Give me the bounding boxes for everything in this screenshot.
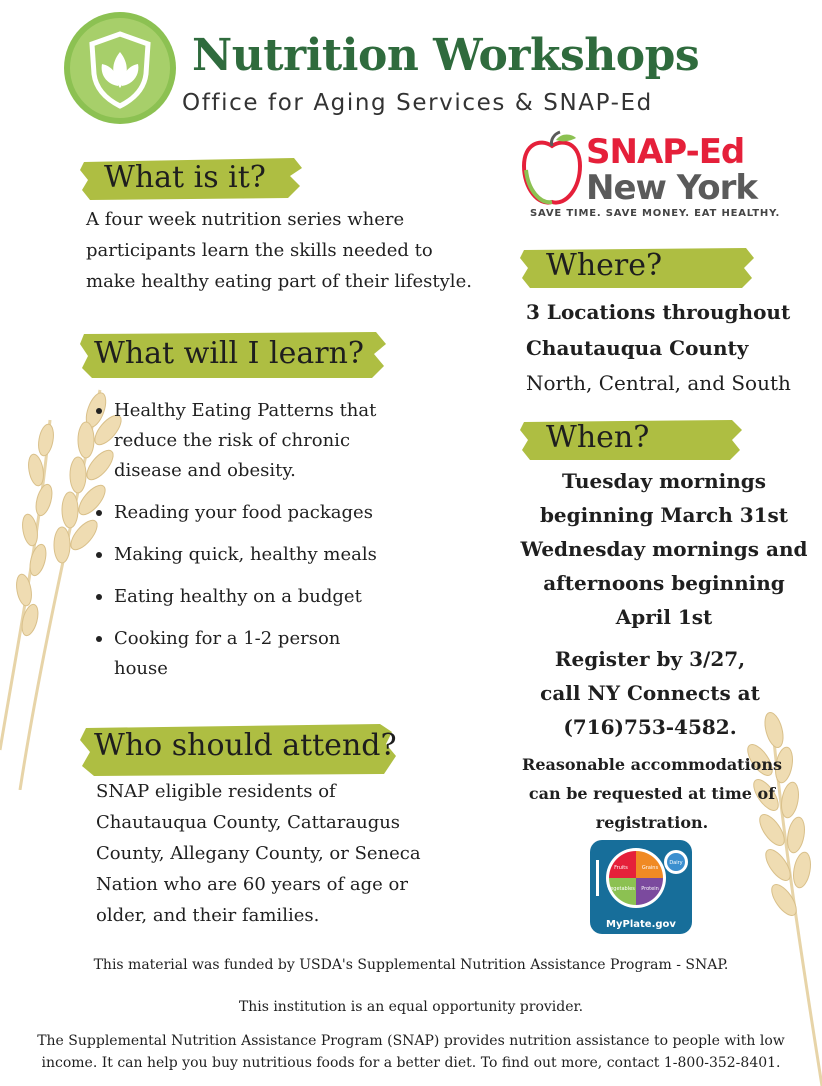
heading-who-should-attend: Who should attend? [80, 722, 396, 778]
list-item: Eating healthy on a budget [96, 582, 396, 612]
page-subtitle: Office for Aging Services & SNAP-Ed [182, 90, 653, 116]
page-title: Nutrition Workshops [192, 30, 700, 81]
myplate-logo [590, 840, 692, 934]
list-item: Healthy Eating Patterns that reduce the risk of chronic disease and obesity. [96, 396, 396, 486]
register-info: Register by 3/27, call NY Connects at (716)753-4582. [540, 647, 760, 739]
myplate-protein-label: Protein [641, 886, 659, 892]
learn-list [96, 396, 396, 696]
when-schedule: Tuesday mornings beginning March 31st Wednesday mornings and afternoons beginning April 1st [520, 469, 808, 629]
heading-where: Where? [520, 246, 754, 290]
list-item: Reading your food packages [96, 498, 396, 528]
accommodations-note: Reasonable accommodations can be requested at time of registration. [522, 755, 782, 832]
footer-snap-info: The Supplemental Nutrition Assistance Program (SNAP) provides nutrition assistance to people with low income. It can help you buy nutritious foods for a better diet. To find out more, contact 1-800-352-8401. [37, 1033, 785, 1071]
heading-what-will-i-learn: What will I learn? [80, 330, 386, 380]
what-is-it-description: A four week nutrition series where participants learn the skills needed to make healthy eating part of their lifestyle. [86, 209, 472, 292]
myplate-grains-label: Grains [641, 865, 659, 871]
snap-ed-logo-state: New York [586, 168, 757, 208]
heading-when: When? [520, 418, 742, 462]
myplate-fruits-label: Fruits [614, 865, 628, 871]
list-item: Cooking for a 1-2 person house [96, 624, 396, 684]
list-item: Making quick, healthy meals [96, 540, 396, 570]
heading-what-is-it: What is it? [80, 156, 302, 202]
myplate-site: MyPlate.gov [606, 919, 676, 930]
myplate-dairy-label: Dairy [669, 860, 683, 866]
where-regions: North, Central, and South [526, 371, 791, 395]
myplate-vegetables-label: Vegetables [607, 886, 635, 892]
where-locations: 3 Locations throughout Chautauqua County [526, 300, 791, 360]
snap-ed-logo-text: SNAP-Ed [586, 132, 745, 172]
footer-equal-opportunity: This institution is an equal opportunity provider. [238, 999, 584, 1015]
snap-ed-tagline: SAVE TIME. SAVE MONEY. EAT HEALTHY. [530, 208, 781, 219]
footer-funding: This material was funded by USDA's Supplemental Nutrition Assistance Program - SNAP. [93, 957, 729, 973]
apple-icon [520, 130, 584, 210]
leaf-shield-icon [64, 12, 176, 124]
who-should-attend-description: SNAP eligible residents of Chautauqua County, Cattaraugus County, Allegany County, or Seneca Nation who are 60 years of age or older, and their families. [96, 781, 421, 926]
